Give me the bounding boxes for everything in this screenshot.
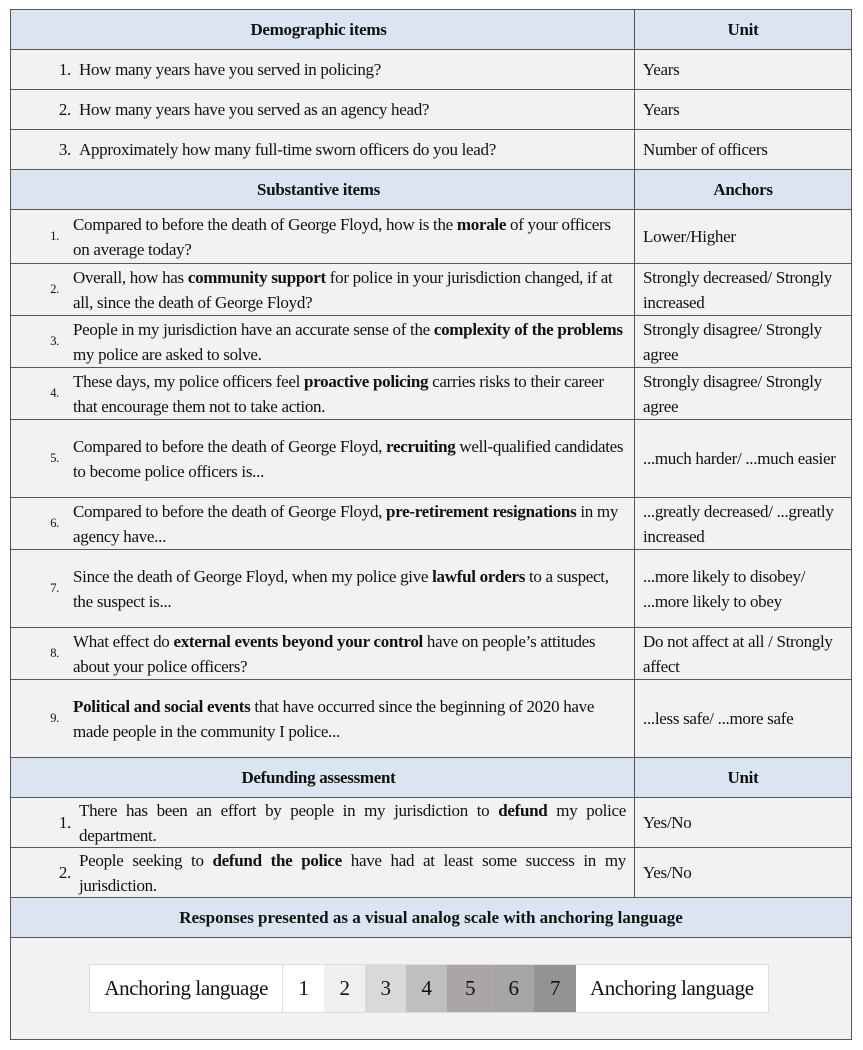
item-question-keyword: defund (498, 800, 548, 820)
item-unit: ...greatly decreased/ ...greatly increased (643, 501, 834, 546)
item-question-text: Overall, how has (73, 267, 188, 287)
item-question (73, 265, 626, 315)
item-question-text: These days, my police officers feel (73, 371, 305, 391)
item-number: 1. (50, 229, 59, 243)
demographic-header-row (11, 10, 851, 50)
item-question-keyword: pre-retirement resignations (386, 501, 577, 521)
substantive-unit-header: Anchors (713, 180, 773, 199)
substantive-item-row (11, 316, 851, 368)
substantive-item-question-cell (11, 628, 635, 679)
item-question-keyword: proactive policing (304, 371, 429, 391)
responses-header: Responses presented as a visual analog scale with anchoring language (179, 907, 683, 927)
item-question-keyword: recruiting (386, 436, 456, 456)
item-question-keyword: morale (456, 214, 507, 234)
defunding-item-question-cell (11, 798, 635, 847)
item-question-text: Approximately how many full-time sworn officers do you lead? (79, 140, 496, 159)
item-question-text: carries risks to their career that encourage them not to take action. (73, 371, 604, 416)
scale-point-3: 3 (365, 965, 406, 1012)
substantive-item-row (11, 628, 851, 680)
demographic-unit-header: Unit (727, 20, 759, 39)
item-number: 6. (50, 516, 59, 530)
defunding-item-row (11, 798, 851, 848)
item-number: 4. (50, 386, 59, 400)
item-question-text: have had at least some success in my jurisdiction. (79, 850, 626, 895)
substantive-item-row (11, 368, 851, 420)
item-number: 8. (50, 646, 59, 660)
scale-point-5: 5 (447, 965, 493, 1012)
item-number: 1. (58, 60, 71, 79)
item-unit: ...much harder/ ...much easier (643, 449, 836, 468)
item-question (73, 212, 626, 262)
visual-analog-scale-area (11, 938, 851, 1039)
item-question-text: that have occurred since the beginning of 2020 have made people in the community I police... (73, 696, 595, 741)
item-question-text: What effect do (73, 631, 174, 651)
item-unit: Strongly disagree/ Strongly agree (643, 371, 822, 416)
substantive-item-row (11, 550, 851, 628)
item-question-text: How many years have you served as an agency head? (79, 100, 430, 119)
item-question-keyword: lawful orders (432, 566, 526, 586)
item-question (79, 137, 626, 162)
substantive-item-row (11, 210, 851, 264)
item-question-keyword: defund the police (212, 850, 342, 870)
demographic-item-row (11, 90, 851, 130)
scale-point-1: 1 (282, 965, 324, 1012)
item-question (79, 798, 626, 848)
item-question-text: for police in your jurisdiction changed, if at all, since the death of George Floyd? (73, 267, 613, 312)
item-question-keyword: complexity of the problems (433, 319, 623, 339)
demographic-item-question-cell (11, 130, 635, 169)
item-question-text: to a suspect, the suspect is... (73, 566, 609, 611)
item-number: 3. (50, 334, 59, 348)
item-question (73, 317, 626, 367)
substantive-item-row (11, 498, 851, 550)
item-question-keyword: external events beyond your control (173, 631, 423, 651)
item-question-text: How many years have you served in policing? (79, 60, 381, 79)
item-question (73, 694, 626, 744)
item-number: 1. (58, 813, 71, 832)
item-question (73, 499, 626, 549)
defunding-item-row (11, 848, 851, 898)
substantive-item-question-cell (11, 316, 635, 367)
item-number: 2. (58, 863, 71, 882)
item-question-text: Compared to before the death of George Floyd, (73, 501, 387, 521)
item-number: 2. (58, 100, 71, 119)
visual-analog-scale (89, 964, 768, 1013)
item-unit: ...less safe/ ...more safe (643, 709, 794, 728)
item-question (73, 629, 626, 679)
demographic-item-row (11, 50, 851, 90)
defunding-header: Defunding assessment (11, 758, 635, 797)
item-question-text: have on people’s attitudes about your police officers? (73, 631, 596, 676)
survey-items-table (10, 9, 852, 1040)
item-unit: Yes/No (643, 863, 692, 882)
defunding-item-question-cell (11, 848, 635, 897)
substantive-item-question-cell (11, 680, 635, 757)
item-question-text: my police department. (79, 800, 627, 845)
demographic-item-question-cell (11, 90, 635, 129)
item-number: 7. (50, 581, 59, 595)
item-question-text: Compared to before the death of George Floyd, how is the (73, 214, 457, 234)
item-unit: Years (643, 60, 680, 79)
item-question-text: Since the death of George Floyd, when my police give (73, 566, 433, 586)
substantive-header: Substantive items (11, 170, 635, 209)
item-unit: Strongly decreased/ Strongly increased (643, 267, 832, 312)
item-unit: ...more likely to disobey/ ...more likely to obey (643, 566, 806, 611)
item-question (73, 369, 626, 419)
substantive-item-question-cell (11, 264, 635, 315)
right-anchor-label: Anchoring language (590, 976, 754, 1000)
left-anchor-label: Anchoring language (104, 976, 268, 1000)
item-question-text: in my agency have... (73, 501, 619, 546)
item-unit: Lower/Higher (643, 227, 736, 246)
item-unit: Yes/No (643, 813, 692, 832)
item-unit: Strongly disagree/ Strongly agree (643, 319, 822, 364)
item-number: 3. (58, 140, 71, 159)
item-unit: Do not affect at all / Strongly affect (643, 631, 833, 676)
item-unit: Number of officers (643, 140, 768, 159)
item-number: 9. (50, 711, 59, 725)
item-number: 2. (50, 282, 59, 296)
demographic-header: Demographic items (11, 10, 635, 49)
item-question-text: of your officers on average today? (73, 214, 611, 259)
scale-point-7: 7 (534, 965, 576, 1012)
substantive-item-question-cell (11, 498, 635, 549)
responses-header-row (11, 898, 851, 938)
item-question-text: Compared to before the death of George Floyd, (73, 436, 387, 456)
substantive-item-row (11, 420, 851, 498)
substantive-item-question-cell (11, 368, 635, 419)
item-unit: Years (643, 100, 680, 119)
demographic-item-question-cell (11, 50, 635, 89)
scale-point-4: 4 (406, 965, 447, 1012)
item-question-text: well-qualified candidates to become police officers is... (73, 436, 624, 481)
item-question (79, 57, 626, 82)
item-number: 5. (50, 451, 59, 465)
substantive-item-row (11, 264, 851, 316)
item-question (73, 434, 626, 484)
substantive-item-question-cell (11, 550, 635, 627)
item-question-keyword: community support (187, 267, 326, 287)
scale-point-2: 2 (324, 965, 365, 1012)
defunding-header-row (11, 758, 851, 798)
demographic-item-row (11, 130, 851, 170)
substantive-item-row (11, 680, 851, 758)
item-question-text: There has been an effort by people in my jurisdiction to (79, 800, 499, 820)
item-question-text: People in my jurisdiction have an accurate sense of the (73, 319, 434, 339)
item-question (79, 97, 626, 122)
defunding-unit-header: Unit (727, 768, 759, 787)
substantive-item-question-cell (11, 210, 635, 263)
scale-point-6: 6 (493, 965, 534, 1012)
item-question-keyword: Political and social events (73, 696, 251, 716)
item-question-text: my police are asked to solve. (73, 344, 262, 364)
substantive-item-question-cell (11, 420, 635, 497)
item-question-text: People seeking to (79, 850, 213, 870)
substantive-header-row (11, 170, 851, 210)
item-question (73, 564, 626, 614)
item-question (79, 848, 626, 898)
